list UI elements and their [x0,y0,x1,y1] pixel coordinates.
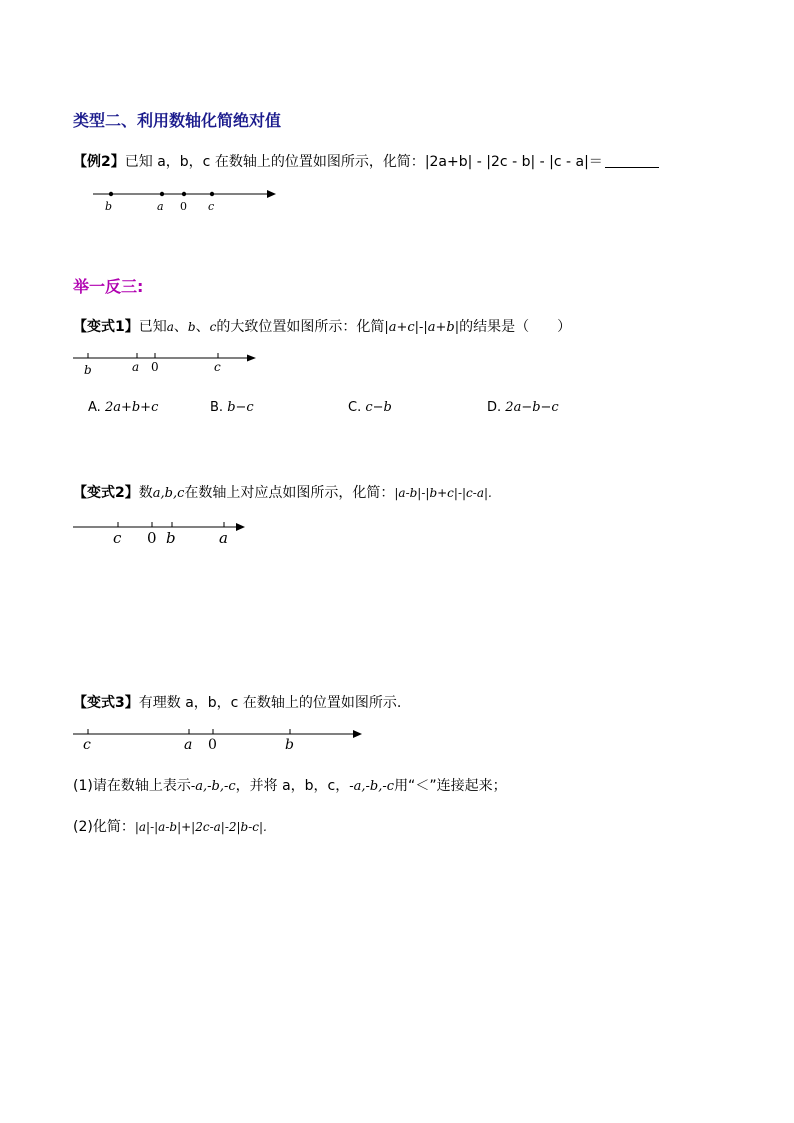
label-zero: 0 [147,529,157,547]
q2-intro: (2)化简： [73,819,135,835]
variant2-mid: 在数轴上对应点如图所示，化简： [184,485,395,501]
sep2: 、 [195,319,210,335]
option-c-letter: C. [348,400,362,415]
variant3-question1 [73,775,507,795]
q1-neg-values-2: -a,-b,-c [349,779,395,794]
label-c: c [208,200,215,213]
option-d-letter: D. [487,400,502,415]
label-zero: 0 [208,737,217,753]
label-a: a [184,737,193,753]
option-c-expr: c−b [365,400,392,415]
section-title: 类型二、利用数轴化简绝对值 [73,111,282,130]
label-a: a [157,200,164,213]
example2-label: 【例2】 [73,154,125,170]
variant3-label: 【变式3】 [73,695,139,711]
q1-mid: ，并将 a，b，c， [235,778,350,794]
practice-title: 举一反三: [73,277,144,296]
variant2-vars: a,b,c [152,486,185,501]
option-a-letter: A. [88,400,101,415]
label-b: b [84,363,92,377]
variant3-intro: 有理数 a，b，c 在数轴上的位置如图所示. [138,695,402,711]
label-zero: 0 [180,200,187,213]
label-c: c [83,737,91,753]
example2-intro: 已知 a，b，c 在数轴上的位置如图所示，化简： [124,154,425,170]
option-a-expr: 2a+b+c [104,400,159,415]
label-a: a [219,529,228,547]
variant1-mid: 的大致位置如图所示：化简 [216,319,385,335]
label-zero: 0 [151,360,159,374]
label-a: a [132,360,140,374]
q1-after: 用“＜”连接起来； [394,778,507,794]
var-a: a [166,320,174,334]
option-b-letter: B. [210,400,224,415]
option-b-expr: b−c [227,400,254,415]
option-d-expr: 2a−b−c [505,400,559,415]
label-c: c [113,529,122,547]
q1-intro: (1)请在数轴上表示 [73,778,191,794]
variant1-expression: |a+c|-|a+b| [384,320,460,335]
sep1: 、 [173,319,188,335]
label-b: b [166,529,176,547]
label-c: c [214,360,221,374]
variant1-label: 【变式1】 [73,319,139,335]
label-b: b [285,737,294,753]
q2-expression: |a|-|a-b|+|2c-a|-2|b-c|. [134,820,267,834]
var-b: b [187,320,196,334]
example2-expression: |2a+b| - |2c - b| - |c - a|＝ [424,154,603,170]
variant3-question2 [73,816,267,836]
variant1-after: 的结果是（ ） [459,319,572,335]
label-b: b [105,200,113,213]
var-c: c [209,320,217,334]
variant2-expression: |a-b|-|b+c|-|c-a|. [394,486,492,500]
variant2-intro: 数 [138,485,153,501]
q1-neg-values: -a,-b,-c [190,779,236,794]
variant1-intro: 已知 [138,319,167,335]
variant2-label: 【变式2】 [73,485,139,501]
